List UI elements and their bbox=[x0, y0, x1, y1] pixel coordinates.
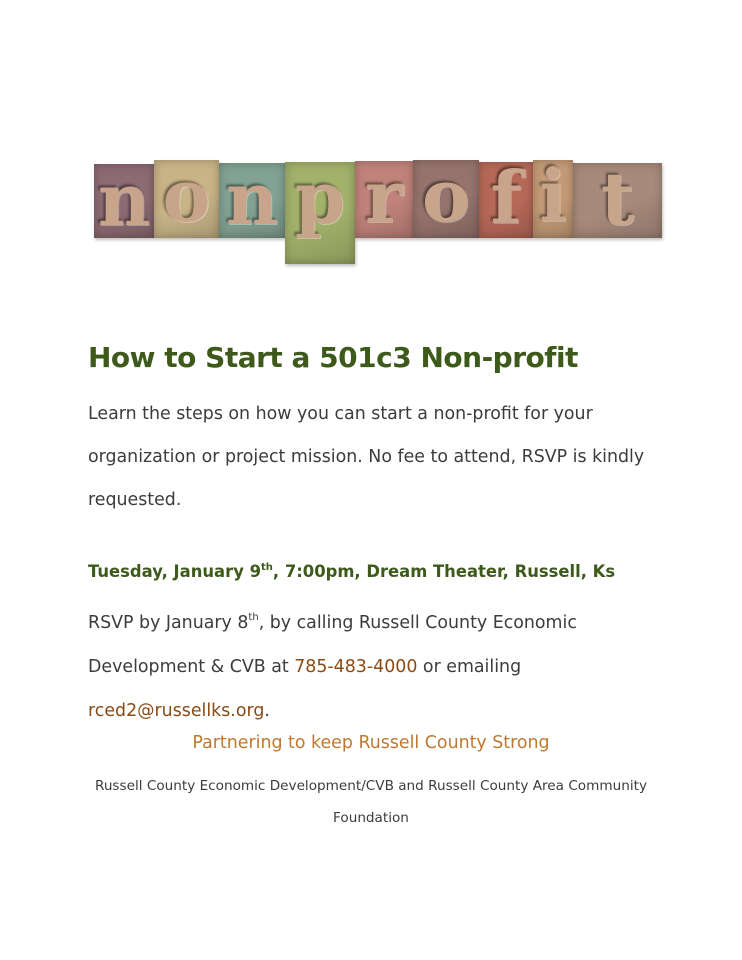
letter-tile bbox=[479, 162, 533, 238]
sponsor-credits: Russell County Economic Development/CVB and Russell County Area Community Foundation bbox=[94, 778, 647, 826]
event-time-location: , 7:00pm, Dream Theater, Russell, Ks bbox=[272, 562, 616, 581]
letter-tile bbox=[285, 162, 355, 264]
rsvp-text: , by calling Russell County Economic Development & CVB at bbox=[88, 613, 577, 677]
phone-link[interactable]: 785-483-4000 bbox=[294, 657, 418, 677]
tagline: Partnering to keep Russell County Strong bbox=[192, 733, 550, 753]
tile-letter: n bbox=[225, 163, 279, 238]
tile-letter: p bbox=[294, 162, 346, 240]
letter-tile bbox=[154, 160, 219, 238]
tile-letter: f bbox=[490, 162, 522, 238]
letter-tile bbox=[573, 163, 662, 238]
tile-letter: r bbox=[365, 161, 403, 238]
event-date: Tuesday, January 9 bbox=[88, 562, 261, 581]
ordinal-suffix: th bbox=[261, 561, 273, 573]
nonprofit-letterpress-banner bbox=[94, 160, 662, 265]
page-title: How to Start a 501c3 Non-profit bbox=[88, 341, 578, 374]
intro-paragraph: Learn the steps on how you can start a non-profit for your organization or project mission. No fee to attend, RSVP is kindly requested. bbox=[88, 404, 645, 510]
tile-letter: t bbox=[600, 163, 635, 238]
event-details bbox=[88, 562, 615, 581]
tile-letter: i bbox=[539, 160, 567, 238]
tile-letter: o bbox=[421, 160, 471, 238]
letter-tile bbox=[533, 160, 573, 238]
tile-letter: o bbox=[162, 160, 211, 238]
email-link[interactable]: rced2@russellks.org bbox=[88, 701, 265, 721]
rsvp-connector: or emailing bbox=[417, 657, 522, 677]
ordinal-suffix: th bbox=[248, 612, 259, 624]
rsvp-deadline: RSVP by January 8 bbox=[88, 613, 249, 633]
rsvp-paragraph bbox=[88, 601, 668, 733]
letter-tile bbox=[413, 160, 479, 238]
tile-letter: n bbox=[97, 164, 151, 238]
rsvp-end: . bbox=[264, 701, 270, 721]
letter-tile bbox=[94, 164, 154, 238]
letter-tile bbox=[355, 161, 413, 238]
letter-tile bbox=[219, 163, 285, 238]
